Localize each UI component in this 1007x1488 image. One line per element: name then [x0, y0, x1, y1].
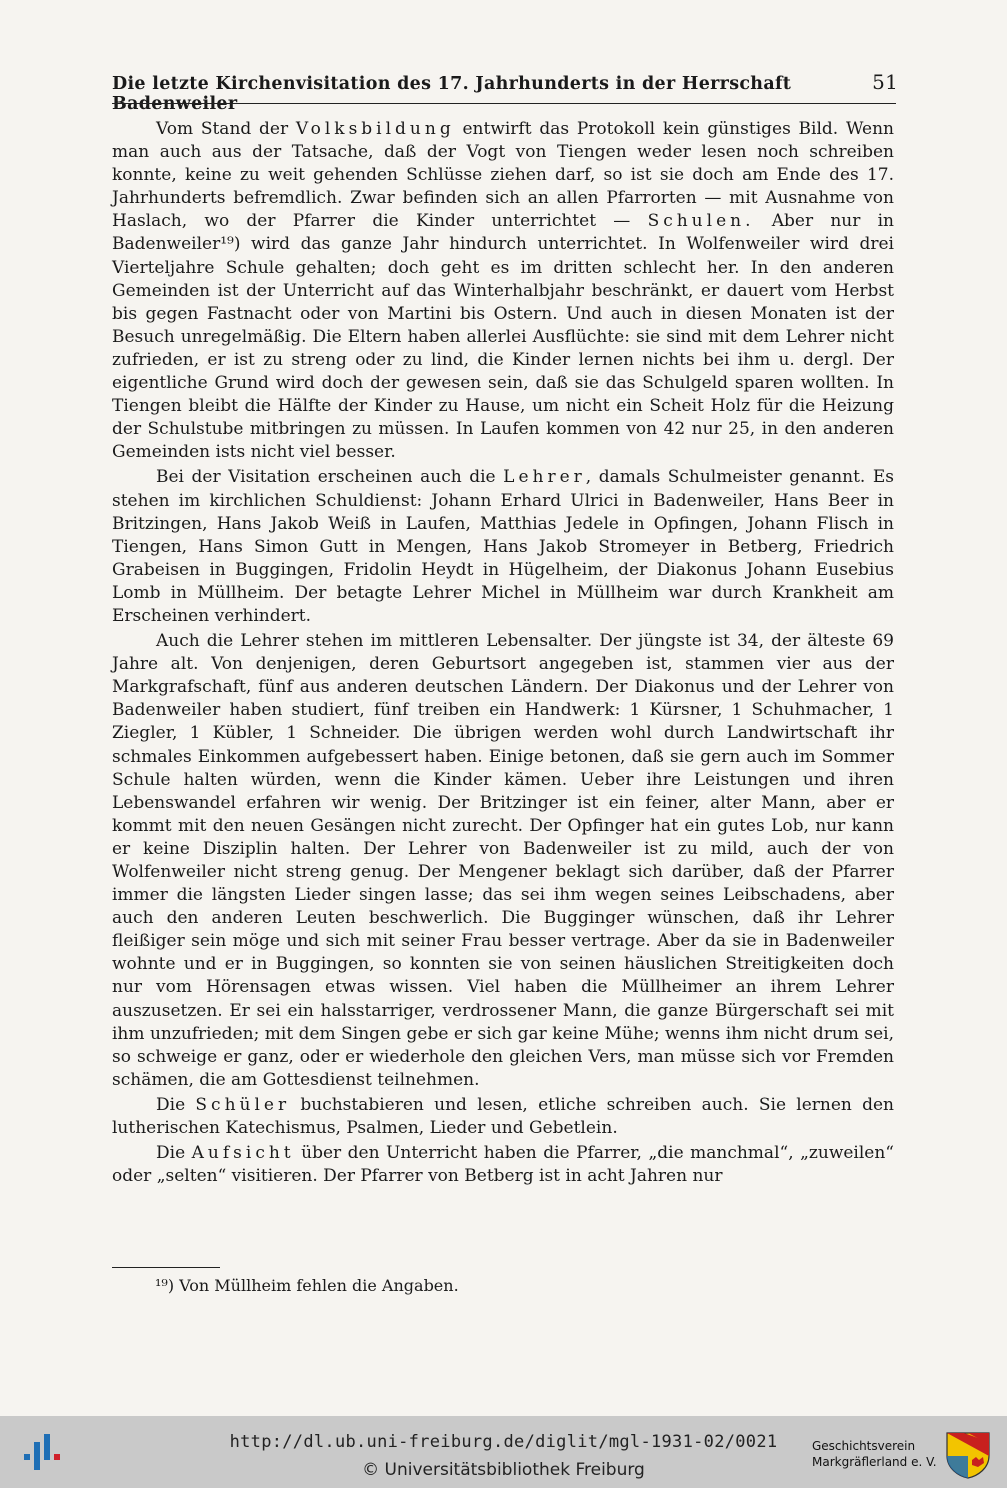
footnote-rule	[112, 1267, 220, 1268]
text-run: entwirft das Protokoll kein günstiges Bild. Wenn man auch aus der Tatsache, daß der Vogt von Tiengen weder lesen noch schreiben konnte, keine zu weit gehenden Schlüsse ziehen darf, so ist sie doch am Ende des 17. Jahrhunderts befremdlich. Zwar befinden sich an allen Pfarrorten — mit Ausnahme von Haslach, wo der Pfarrer die Kinder unterrichtet —	[112, 119, 895, 232]
permalink-url[interactable]: http://dl.ub.uni-freiburg.de/diglit/mgl-1931-02/0021	[229, 1432, 778, 1452]
text-run: Die	[156, 1094, 196, 1115]
text-run: Bei der Visitation erscheinen auch die	[156, 467, 504, 488]
header-rule	[112, 103, 896, 104]
spaced-term: Lehrer	[503, 467, 586, 488]
society-line-2: Markgräflerland e. V.	[812, 1455, 937, 1469]
page-number: 51	[872, 70, 898, 94]
paragraph	[112, 1094, 894, 1140]
paragraph	[112, 118, 894, 464]
society-name	[812, 1438, 937, 1470]
spaced-term: Aufsicht	[191, 1143, 295, 1164]
text-run: , damals Schulmeister genannt. Es stehen im kirchlichen Schuldienst: Johann Erhard Ulrici in Badenweiler, Hans Beer in Britzingen, Hans Jakob Weiß in Laufen, Matthias Jedele in Opfingen, Johann Flisch in Tiengen, Hans Simon Gutt in Mengen, Hans Jakob Stromeyer in Betberg, Friedrich Grabeisen in Buggingen, Fridolin Heydt in Hügelheim, der Diakonus Johann Eusebius Lomb in Müllheim. Der betagte Lehrer Michel in Müllheim war durch Krankheit am Erscheinen verhindert.	[112, 467, 895, 626]
viewer-footer	[0, 1416, 1007, 1488]
copyright-notice: © Universitätsbibliothek Freiburg	[362, 1460, 645, 1480]
paragraph	[112, 466, 894, 628]
coat-of-arms-icon[interactable]	[944, 1430, 992, 1480]
text-run: Vom Stand der	[156, 119, 296, 139]
text-run: buchstabieren und lesen, etliche schreiben auch. Sie lernen den lutherischen Katechismus, Psalmen, Lieder und Gebetlein.	[112, 1094, 895, 1139]
text-run: Aber nur in Badenweiler¹⁹) wird das ganze Jahr hindurch unterrichtet. In Wolfenweiler wird drei Vierteljahre Schule gehalten; doch geht es im dritten schlecht her. In den anderen Gemeinden ist der Unterricht auf das Winterhalbjahr beschränkt, er dauert vom Herbst bis gegen Fastnacht oder von Martini bis Ostern. Und auch in diesen Monaten ist der Besuch unregelmäßig. Die Eltern haben allerlei Ausflüchte: sie sind mit dem Lehrer nicht zufrieden, er ist zu streng oder zu lind, die Kinder lernen nichts bei ihm u. dergl. Der eigentliche Grund wird doch der gewesen sein, daß sie das Schulgeld sparen wollten. In Tiengen bleibt die Hälfte der Kinder zu Hause, um nicht ein Scheit Holz für die Heizung der Schulstube mitbringen zu müssen. In Laufen kommen von 42 nur 25, in den anderen Gemeinden ists nicht viel besser.	[112, 211, 895, 463]
society-line-1: Geschichtsverein	[812, 1439, 916, 1453]
spaced-term: Schulen.	[647, 211, 755, 232]
running-title: Die letzte Kirchenvisitation des 17. Jahrhunderts in der Herrschaft Badenweiler	[112, 74, 792, 114]
paragraph	[112, 630, 894, 1092]
footnote: ¹⁹) Von Müllheim fehlen die Angaben.	[155, 1276, 459, 1295]
text-run: Auch die Lehrer stehen im mittleren Lebensalter. Der jüngste ist 34, der älteste 69 Jahre alt. Von denjenigen, deren Geburtsort angegeben ist, stammen vier aus der Markgrafschaft, fünf aus anderen deutschen Ländern. Der Diakonus und der Lehrer von Badenweiler haben studiert, fünf treiben ein Handwerk: 1 Kürsner, 1 Schuhmacher, 1 Ziegler, 1 Kübler, 1 Schneider. Die übrigen werden wohl durch Landwirtschaft ihr schmales Einkommen aufgebessert haben. Einige betonen, daß sie gern auch im Sommer Schule halten würden, wenn die Kinder kämen. Ueber ihre Leistungen und ihren Lebenswandel erfahren wir wenig. Der Britzinger ist ein feiner, alter Mann, aber er kommt mit den neuen Gesängen nicht zurecht. Der Opfinger hat ein gutes Lob, nur kann er keine Disziplin halten. Der Lehrer von Badenweiler ist zu mild, auch der von Wolfenweiler nicht streng genug. Der Mengener beklagt sich darüber, daß der Pfarrer immer die längsten Lieder singen lasse; das sei ihm wegen seines Leibschadens, aber auch den anderen Leuten beschwerlich. Die Bugginger wünschen, daß ihr Lehrer fleißiger sein möge und sich mit seiner Frau besser vertrage. Aber da sie in Badenweiler wohnte und er in Buggingen, so konnten sie von seinen häuslichen Streitigkeiten doch nur vom Hörensagen etwas wissen. Viel haben die Müllheimer an ihrem Lehrer auszusetzen. Er sei ein halsstarriger, verdrossener Mann, die ganze Bürgerschaft sei mit ihm unzufrieden; mit dem Singen gebe er sich gar keine Mühe; wenns ihm nicht drum sei, so schweige er ganz, oder er wiederhole den gleichen Vers, man müsse sich vor Fremden schämen, die am Gottesdienst teilnehmen.	[112, 631, 894, 1090]
paragraph	[112, 1142, 894, 1188]
text-run: Die	[156, 1143, 192, 1164]
spaced-term: Volksbildung	[295, 119, 455, 139]
text-run: über den Unterricht haben die Pfarrer, „die manchmal“, „zuweilen“ oder „selten“ visitieren. Der Pfarrer von Betberg ist in acht Jahren nur	[112, 1143, 894, 1187]
spaced-term: Schüler	[195, 1094, 291, 1115]
running-head	[112, 70, 898, 114]
body-text	[112, 118, 894, 1188]
